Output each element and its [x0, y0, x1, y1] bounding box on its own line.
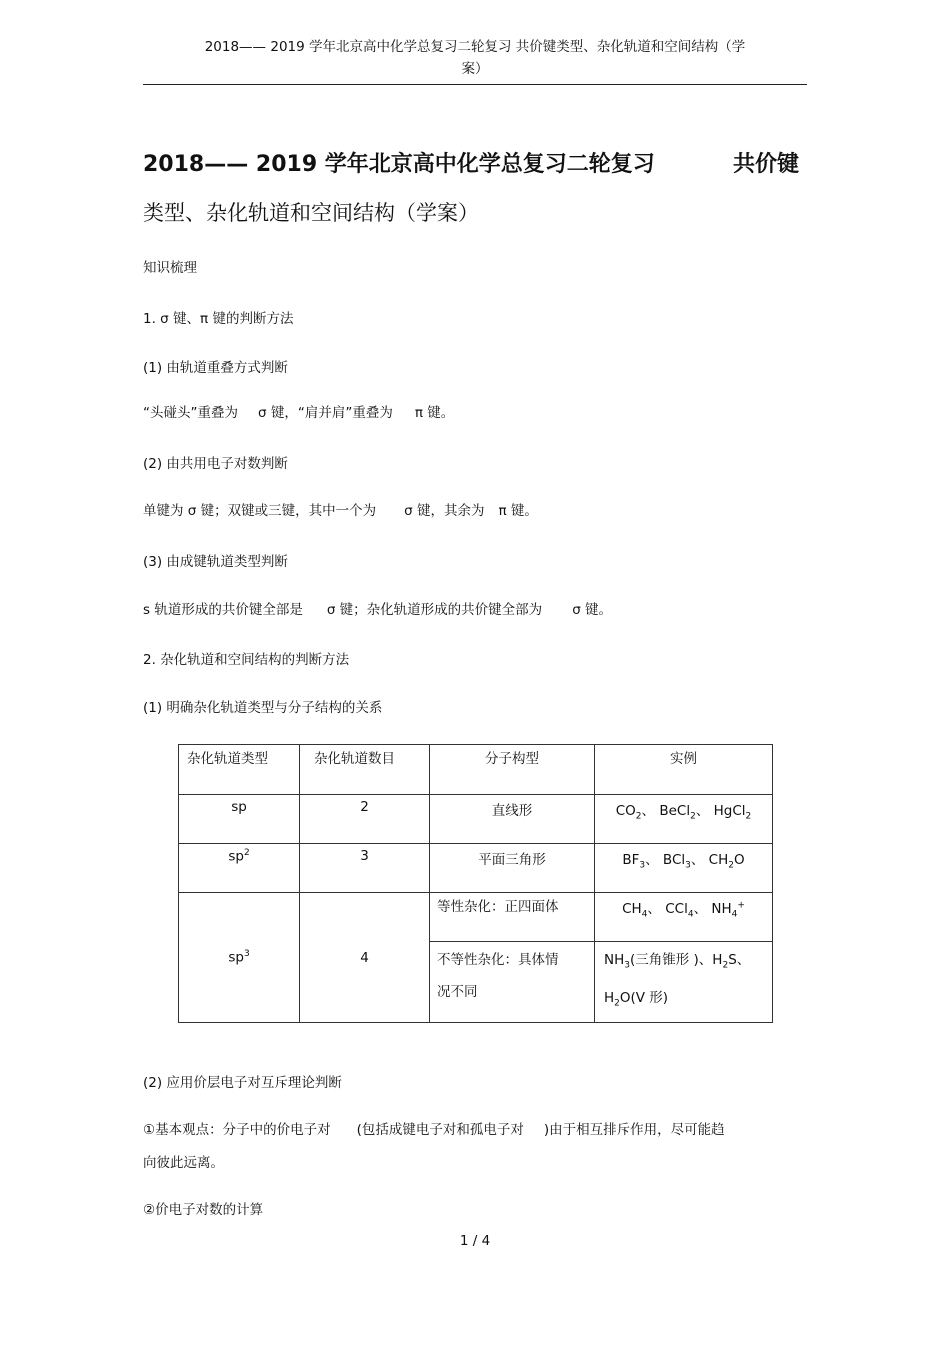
s2-p1-b: (包括成键电子对和孤电子对	[356, 1122, 524, 1138]
cell-type-sp2	[179, 844, 300, 893]
s2-p1-a: ①基本观点：分子中的价电子对	[143, 1122, 331, 1138]
cell-example	[595, 795, 773, 844]
cell-shape-unequal	[430, 942, 595, 1023]
s1-sub3-text	[143, 600, 612, 620]
subscript: 4	[731, 909, 738, 920]
cell-type-sp3	[179, 893, 300, 1023]
s1-sub3-c: σ 键。	[572, 602, 613, 618]
doc-title-line1	[143, 150, 807, 180]
subscript: 4	[641, 909, 648, 920]
col-header-number: 杂化轨道数目	[300, 745, 430, 795]
cell-num: 3	[300, 844, 430, 893]
col-header-shape: 分子构型	[430, 745, 595, 795]
cell-example	[595, 844, 773, 893]
s1-sub2-a: 单键为 σ 键；双键或三键，其中一个为	[143, 503, 377, 519]
formula-nh3: NH	[604, 952, 625, 968]
table-row	[179, 795, 773, 844]
superscript: +	[737, 900, 745, 911]
formula-ch2o: 、 CH	[690, 852, 729, 868]
s1-sub1-b: σ 键，“肩并肩”重叠为	[258, 405, 393, 421]
s1-sub1: (1) 由轨道重叠方式判断	[143, 360, 288, 376]
subscript: 2	[728, 860, 734, 871]
subscript: 3	[624, 960, 630, 971]
hybrid-base: sp	[228, 949, 244, 966]
example-line1	[604, 944, 772, 982]
superscript: 3	[243, 949, 250, 960]
s1-sub1-a: “头碰头”重叠为	[143, 405, 238, 421]
subscript: 3	[685, 860, 691, 871]
s2-sub1: (1) 明确杂化轨道类型与分子结构的关系	[143, 700, 383, 716]
s1-sub2-b: σ 键，其余为	[404, 503, 485, 519]
subscript: 4	[687, 909, 694, 920]
shape-line1: 不等性杂化：具体情	[437, 952, 559, 968]
s2-p1	[143, 1120, 725, 1140]
s1-sub2: (2) 由共用电子对数判断	[143, 456, 288, 472]
formula-becl2: 、 BeCl	[641, 803, 691, 819]
hybrid-base: sp	[228, 848, 244, 865]
s2-p1-c: )由于相互排斥作用，尽可能趋	[543, 1122, 725, 1138]
formula-bf3: BF	[622, 852, 640, 868]
s1-sub3-a: s 轨道形成的共价键全部是	[143, 602, 303, 618]
s2-p1-cont: 向彼此远离。	[143, 1155, 224, 1171]
s1-sub3: (3) 由成键轨道类型判断	[143, 554, 288, 570]
cell-example	[595, 942, 773, 1023]
cell-type-sp: sp	[179, 795, 300, 844]
col-header-example: 实例	[595, 745, 773, 795]
s1-sub1-text	[143, 403, 454, 423]
subscript: 2	[690, 811, 696, 822]
subscript: 2	[635, 811, 642, 822]
superscript: 2	[243, 848, 250, 858]
page-number: 1 / 4	[459, 1233, 491, 1249]
example-line2	[604, 982, 772, 1020]
formula-tail: O(V 形)	[619, 989, 669, 1006]
s1-sub3-b: σ 键；杂化轨道形成的共价键全部为	[326, 602, 543, 618]
shape-line2: 况不同	[437, 984, 478, 1000]
formula-bcl3: 、 BCl	[645, 852, 686, 868]
title-left: 2018—— 2019 学年北京高中化学总复习二轮复习	[143, 152, 655, 177]
section-label: 知识梳理	[143, 260, 197, 276]
s2-sub2: (2) 应用价层电子对互斥理论判断	[143, 1075, 342, 1091]
s1-sub2-c: π 键。	[498, 503, 538, 519]
formula-nh4: 、 NH	[693, 901, 732, 917]
s1-heading: 1. σ 键、π 键的判断方法	[143, 311, 294, 327]
formula-co2: CO	[615, 803, 636, 819]
table-row	[179, 844, 773, 893]
cell-num: 4	[300, 893, 430, 1023]
formula-h2o: H	[604, 989, 615, 1006]
header-divider	[143, 84, 807, 85]
doc-title-line2: 类型、杂化轨道和空间结构（学案）	[143, 201, 479, 225]
subscript: 2	[745, 811, 752, 822]
formula-hgcl2: 、 HgCl	[695, 803, 746, 819]
col-header-type: 杂化轨道类型	[179, 745, 300, 795]
formula-ccl4: 、 CCl	[647, 901, 688, 917]
subscript: 3	[639, 860, 646, 871]
running-header	[143, 36, 807, 80]
cell-num: 2	[300, 795, 430, 844]
cell-shape: 平面三角形	[430, 844, 595, 893]
formula-tail: O	[733, 852, 745, 868]
s2-p2: ②价电子对数的计算	[143, 1202, 264, 1218]
s1-sub1-c: π 键。	[414, 405, 455, 421]
formula-ch4: CH	[622, 901, 642, 917]
s2-heading: 2. 杂化轨道和空间结构的判断方法	[143, 652, 350, 668]
table-row	[179, 893, 773, 942]
cell-example	[595, 893, 773, 942]
subscript: 2	[614, 998, 620, 1009]
formula-h2s: (三角锥形 )、H	[629, 952, 723, 968]
title-right: 共价键	[732, 152, 799, 177]
cell-shape-equal: 等性杂化：正四面体	[430, 893, 595, 942]
s1-sub2-text	[143, 501, 538, 521]
hybridization-table	[178, 744, 773, 1023]
cell-shape: 直线形	[430, 795, 595, 844]
header-line1: 2018—— 2019 学年北京高中化学总复习二轮复习 共价键类型、杂化轨道和空间结构（学	[204, 39, 746, 55]
header-line2: 案）	[461, 61, 489, 77]
subscript: 2	[722, 960, 729, 971]
table-header-row	[179, 745, 773, 795]
formula-tail: S、	[728, 952, 751, 968]
